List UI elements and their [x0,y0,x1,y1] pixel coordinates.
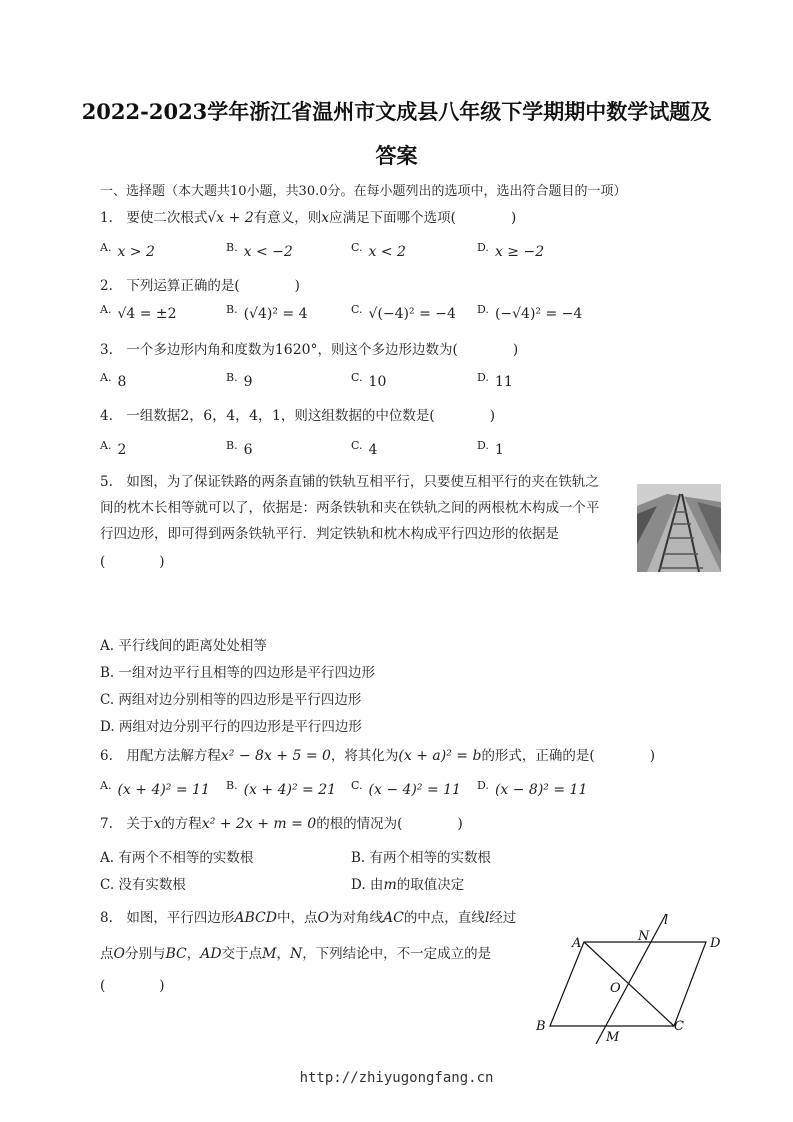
q2-option-a[interactable]: $^{A.}$ √4 = ±2 [100,303,177,322]
q1-option-c[interactable]: $^{C.}$ x < 2 [351,241,406,260]
page-title-line2: 答案 [375,143,418,168]
label-c: C [674,1019,684,1034]
q7-option-c[interactable]: C. 没有实数根 [100,877,186,893]
q7-option-b[interactable]: B. 有两个相等的实数根 [351,850,492,866]
q5-option-c[interactable]: C. 两组对边分别相等的四边形是平行四边形 [100,692,362,708]
question-1: 1. 要使二次根式√x + 2有意义，则x应满足下面哪个选项( ) [100,210,517,226]
q5-line4: ( ) [100,554,165,570]
question-8-line1: 8. 如图，平行四边形ABCD中，点O为对角线AC的中点，直线l经过 [100,910,517,926]
footer-url[interactable]: http://zhiyugongfang.cn [299,1070,494,1086]
q5-line2: 间的枕木长相等就可以了，依据是：两条铁轨和夹在铁轨之间的两根枕木构成一个平 [100,500,600,516]
q3-option-c[interactable]: $^{C.}$ 10 [351,371,387,390]
q6-option-d[interactable]: $^{D.}$ (x − 8)² = 11 [477,779,588,798]
question-8-line3: ( ) [100,978,165,994]
q1-option-d[interactable]: $^{D.}$ x ≥ −2 [477,241,545,260]
q5-line3: 行四边形，即可得到两条铁轨平行．判定铁轨和枕木构成平行四边形的依据是 [100,526,559,542]
question-2: 2. 下列运算正确的是( ) [100,278,300,294]
q3-option-d[interactable]: $^{D.}$ 11 [477,371,513,390]
diagonal-ac [584,942,674,1026]
q2-option-b[interactable]: $^{B.}$ (√4)² = 4 [226,303,308,322]
label-a: A [572,936,582,951]
question-8-line2: 点O分别与BC，AD交于点M，N，下列结论中，不一定成立的是 [100,946,492,962]
q5-option-b[interactable]: B. 一组对边平行且相等的四边形是平行四边形 [100,665,376,681]
q1-option-a[interactable]: $^{A.}$ x > 2 [100,241,155,260]
label-l: l [664,913,669,928]
q3-option-b[interactable]: $^{B.}$ 9 [226,371,253,390]
section-header: 一、选择题（本大题共10小题，共30.0分。在每小题列出的选项中，选出符合题目的一项） [100,184,627,199]
label-n: N [638,929,650,944]
question-3: 3. 一个多边形内角和度数为1620°，则这个多边形边数为( ) [100,342,519,358]
q6-option-a[interactable]: $^{A.}$ (x + 4)² = 11 [100,779,210,798]
line-l [596,913,669,1044]
label-d: D [710,936,721,951]
parallelogram-diagram [528,908,728,1048]
q2-option-c[interactable]: $^{C.}$ √(−4)² = −4 [351,303,456,322]
question-4: 4. 一组数据2，6，4，4，1，则这组数据的中位数是( ) [100,408,495,424]
label-b: B [536,1019,546,1034]
q4-option-b[interactable]: $^{B.}$ 6 [226,439,253,458]
q7-option-a[interactable]: A. 有两个不相等的实数根 [100,850,254,866]
q4-option-c[interactable]: $^{C.}$ 4 [351,439,378,458]
question-7: 7. 关于x的方程x² + 2x + m = 0的根的情况为( ) [100,816,463,832]
label-o: O [610,981,621,996]
q5-option-a[interactable]: A. 平行线间的距离处处相等 [100,638,267,654]
page-title-line1: 2022-2023学年浙江省温州市文成县八年级下学期期中数学试题及 [81,99,712,124]
q6-option-b[interactable]: $^{B.}$ (x + 4)² = 21 [226,779,337,798]
railway-photo [637,484,721,572]
q4-option-a[interactable]: $^{A.}$ 2 [100,439,127,458]
q1-expression: √x + 2 [207,210,254,226]
question-6: 6. 用配方法解方程x² − 8x + 5 = 0，将其化为(x + a)² = b的形式，正确的是( ) [100,748,655,764]
q3-option-a[interactable]: $^{A.}$ 8 [100,371,127,390]
q4-option-d[interactable]: $^{D.}$ 1 [477,439,504,458]
q2-option-d[interactable]: $^{D.}$ (−√4)² = −4 [477,303,583,322]
q6-option-c[interactable]: $^{C.}$ (x − 4)² = 11 [351,779,461,798]
q5-option-d[interactable]: D. 两组对边分别平行的四边形是平行四边形 [100,719,362,735]
q7-option-d[interactable]: D. 由m的取值决定 [351,877,465,893]
q5-line1: 5. 如图，为了保证铁路的两条直铺的铁轨互相平行，只要使互相平行的夹在铁轨之 [100,474,599,490]
label-m: M [606,1030,620,1045]
q1-option-b[interactable]: $^{B.}$ x < −2 [226,241,293,260]
